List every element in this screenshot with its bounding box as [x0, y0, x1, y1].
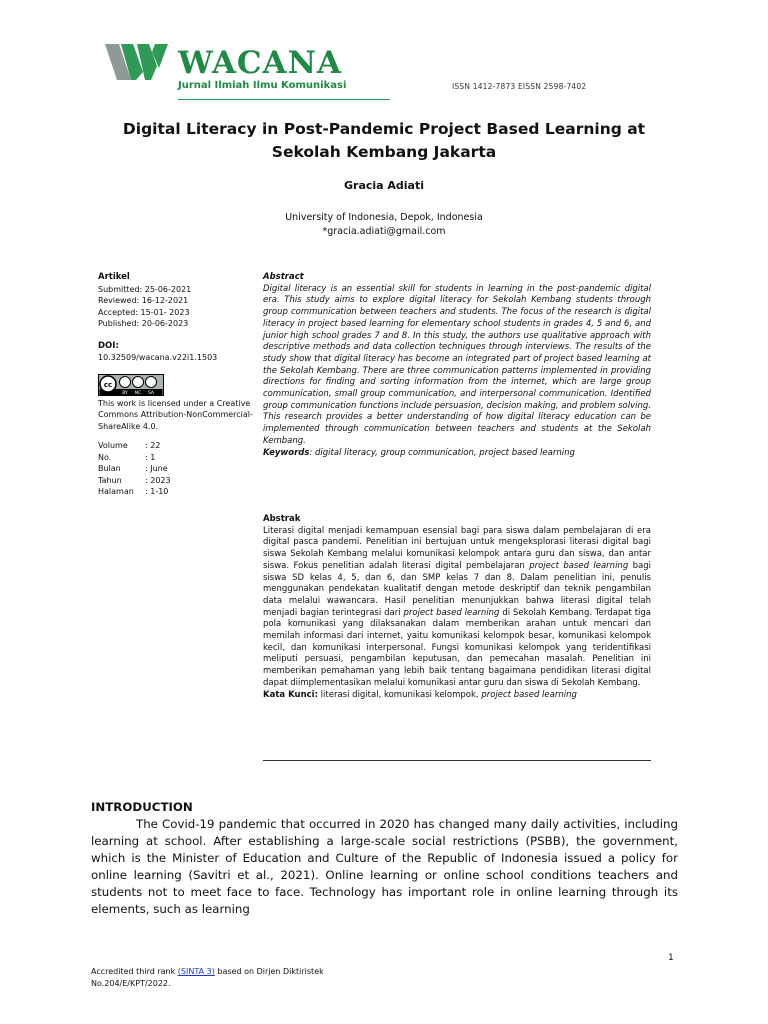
sinta-link[interactable]: (SINTA 3) — [177, 967, 215, 976]
keywords-label: Keywords — [263, 447, 310, 458]
meta-row — [98, 475, 171, 487]
meta-row — [98, 486, 171, 498]
submitted-date: Submitted: 25-06-2021 — [98, 284, 192, 294]
meta-value: : 22 — [145, 441, 161, 450]
meta-label: Tahun — [98, 475, 122, 485]
abstrak-text-part: Literasi digital menjadi kemampuan esensial bagi para siswa dalam pembelajaran di era digital pasca pandemi. Penelitian ini bertujuan untuk mengeksplorasi literasi digital bagi siswa Sekolah Kembang melalui komunikasi kelompok antara guru dan siswa, dan antar siswa. Fokus penelitian adalah literasi digital pembelajaran — [263, 525, 651, 571]
abstrak-text-part: di Sekolah Kembang. Terdapat tiga pola komunikasi yang dilaksanakan dalam memberikan arahan untuk mencari dan memilah informasi dari internet, yaitu komunikasi kelompok besar, komunikasi kelompok kecil, dan komunikasi interpersonal. Fungsi komunikasi kelompok yang teridentifikasi meliputi persuasi, pengambilan keputusan, dan pemecahan masalah. Penelitian ini memberikan pemahaman yang lebih baik tentang bagaimana pendidikan literasi digital dapat diimplementasikan melalui komunikasi antar guru dan siswa di Sekolah Kembang. — [263, 607, 651, 688]
accepted-date: Accepted: 15-01- 2023 — [98, 307, 190, 317]
abstract-section — [263, 272, 651, 459]
wacana-w-logo-icon — [105, 42, 171, 82]
issn-line: ISSN 1412-7873 EISSN 2598-7402 — [452, 82, 587, 91]
meta-value: : 1-10 — [145, 487, 169, 496]
introduction-heading: INTRODUCTION — [91, 800, 193, 814]
license-text: This work is licensed under a Creative Commons Attribution-NonCommercial-ShareAlike 4.0. — [98, 398, 253, 431]
affiliation-block — [90, 211, 678, 238]
introduction-paragraph: The Covid-19 pandemic that occurred in 2020 has changed many daily activities, including learning at school. After establishing a large-scale social restrictions (PSBB), the government, which is the Minister of Education and Culture of the Republic of Indonesia issued a policy for online learning (Savitri et al., 2021). Online learning or online school conditions teachers and students not to meet face to face. Technology has important role in online learning through its elements, such as learning — [91, 817, 678, 916]
svg-text:BY: BY — [122, 390, 128, 396]
meta-row — [98, 440, 171, 452]
kata-kunci-label: Kata Kunci: — [263, 689, 318, 700]
meta-row — [98, 463, 171, 475]
author-name: Gracia Adiati — [343, 179, 425, 192]
logo-underline — [178, 99, 390, 100]
published-date: Published: 20-06-2023 — [98, 319, 189, 328]
cc-by-nc-sa-icon[interactable] — [98, 374, 164, 396]
svg-text:SA: SA — [147, 390, 155, 396]
meta-row — [98, 452, 171, 464]
abstrak-text — [263, 526, 651, 690]
meta-label: Volume — [98, 441, 128, 450]
abstrak-keywords — [263, 690, 651, 702]
abstract-text: Digital literacy is an essential skill for students in learning in the post-pandemic digital era. This study aims to explore digital literacy for Sekolah Kembang students through group communication between teachers and students. The focus of the research is digital literacy in project based learning for elementary school students in grades 4, 5 and 6, and junior high school grades 7 and 8. In this study, the authors use qualitative approach with descriptive methods and data collection techniques through interviews. The results of the study show that digital literacy has become an integrated part of project based learning at the Sekolah Kembang. There are three communication patterns implemented in providing directions for finding and sorting information from the internet, which are large group communication, small group communication, and interpersonal communication. Identified group communication functions include persuasion, decision making, and problem solving. This research provides a better understanding of how digital literacy education can be implemented through communication between teachers and students at the Sekolah Kembang. — [263, 283, 651, 446]
affiliation: University of Indonesia, Depok, Indonesia — [285, 212, 483, 223]
journal-tagline: Jurnal Ilmiah Ilmu Komunikasi — [178, 80, 347, 91]
abstrak-heading: Abstrak — [263, 514, 301, 524]
introduction-section — [91, 799, 678, 918]
decree-number: No.204/E/KPT/2022. — [91, 979, 171, 988]
keywords-list: : digital literacy, group communication, project based learning — [309, 447, 575, 458]
doi-label: DOI: — [98, 340, 119, 351]
issue-meta-table — [98, 440, 171, 498]
article-info-sidebar — [98, 272, 258, 498]
abstrak-section — [263, 514, 651, 701]
accredited-text: Accredited third rank — [91, 967, 178, 976]
abstrak-emphasis: project based learning — [403, 607, 500, 618]
meta-value: : June — [145, 464, 168, 473]
meta-value: : 2023 — [145, 475, 171, 485]
kata-kunci-emphasis: project based learning — [481, 689, 577, 700]
abstrak-emphasis: project based learning — [529, 560, 629, 571]
kata-kunci-list: literasi digital, komunikasi kelompok, — [317, 689, 482, 700]
svg-text:NC: NC — [134, 390, 142, 396]
accreditation-footer — [91, 966, 391, 990]
meta-value: : 1 — [145, 452, 156, 462]
meta-label: Halaman — [98, 487, 134, 496]
abstract-divider — [263, 760, 651, 761]
reviewed-date: Reviewed: 16-12-2021 — [98, 296, 189, 305]
doi-value[interactable]: 10.32509/wacana.v22i1.1503 — [98, 353, 218, 362]
accredited-text-tail: based on Dirjen Diktiristek — [214, 967, 324, 976]
svg-text:cc: cc — [103, 380, 113, 389]
abstract-keywords — [263, 448, 651, 460]
meta-label: No. — [98, 452, 112, 462]
sidebar-heading: Artikel — [98, 272, 130, 282]
abstract-heading: Abstract — [263, 272, 304, 282]
journal-brand: WACANA — [178, 45, 342, 81]
page-number: 1 — [668, 953, 674, 963]
abstrak-text-part: bagi siswa SD kelas 4, 5, dan 6, dan SMP kelas 7 dan 8. Dalam penelitian ini, penulis menggunakan pendekatan kualitatif dengan metode deskriptif dan teknik pengambilan data melalui wawancara. Hasil penelitian menunjukkan bahwa literasi digital telah menjadi bagian terintegrasi dari — [263, 560, 651, 618]
meta-label: Bulan — [98, 464, 121, 473]
author-email: *gracia.adiati@gmail.com — [322, 225, 446, 237]
article-title: Digital Literacy in Post-Pandemic Project Based Learning at Sekolah Kembang Jakarta — [122, 120, 646, 161]
